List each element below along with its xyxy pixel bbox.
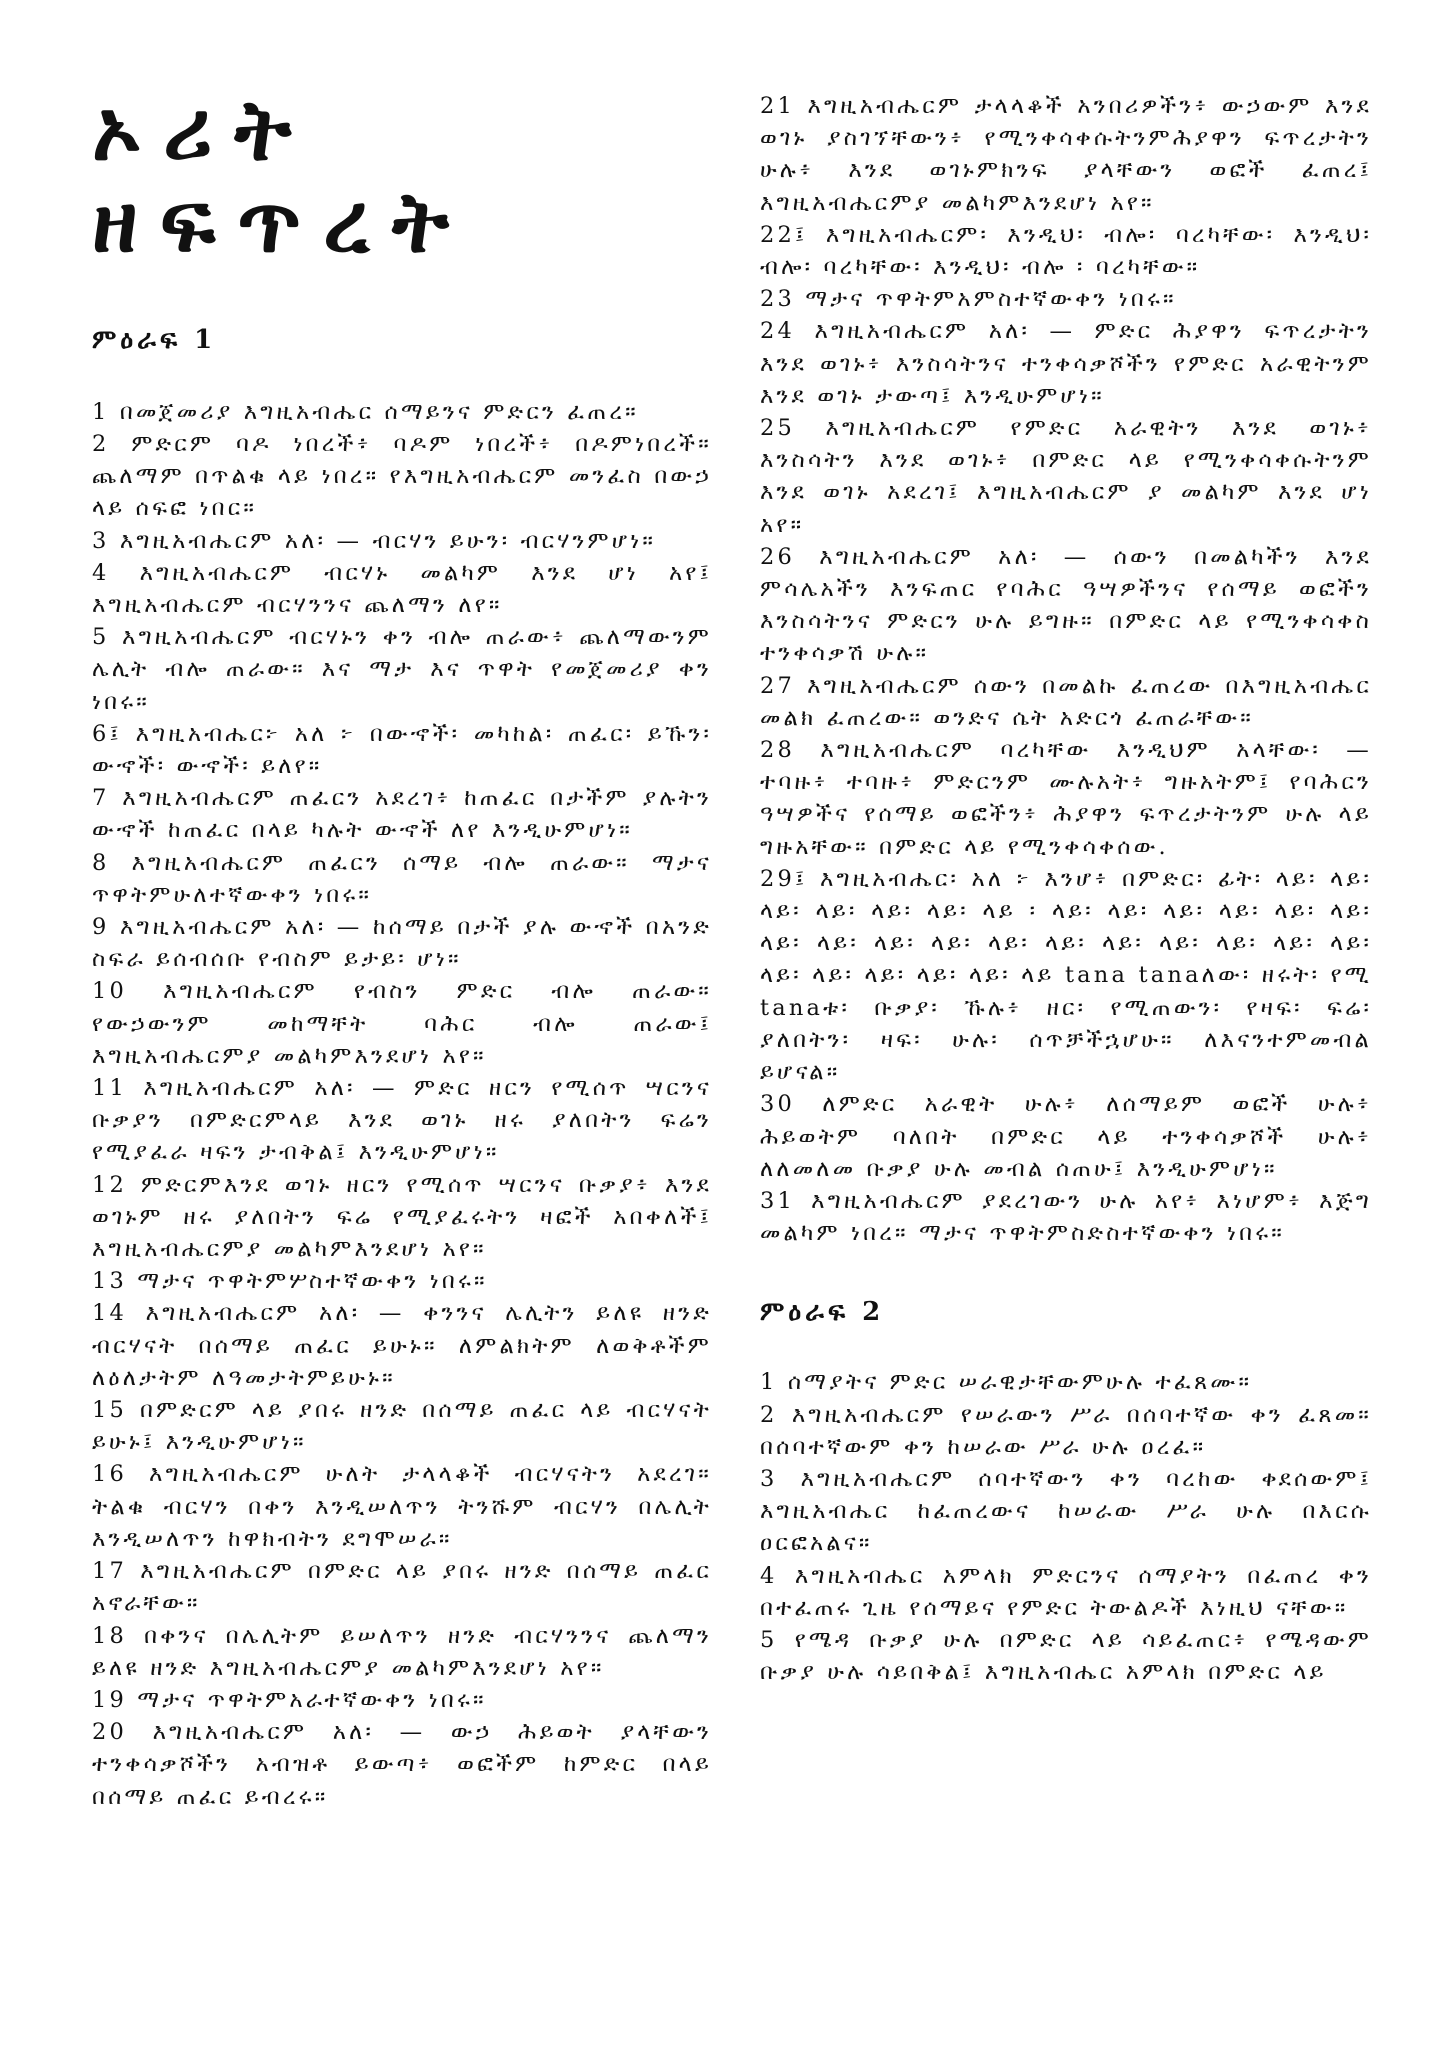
verse-20: 20 እግዚአብሔርም አለ፡ — ውኃ ሕይወት ያላቸውን ተንቀሳቃሾችን አብዝቶ ይውጣ፥ ወፎችም ከምድር በላይ በሰማይ ጠፈር ይብረሩ።	[92, 1719, 712, 1810]
verse-24: 24 እግዚአብሔርም አለ፡ — ምድር ሕያዋን ፍጥረታትን እንደ ወገኑ፥ እንስሳትንና ተንቀሳቃሾችን የምድር አራዊትንም እንደ ወገኑ ታውጣ፤ እንዲሁምሆነ።	[760, 318, 1372, 409]
right-column	[760, 0, 1372, 1688]
verse-6: 6፤ እግዚአብሔር፦ አለ ፦ በውኆች፡ መካከል፡ ጠፈር፡ ይኹን፡ ውኆች፡ ውኆች፡ ይለየ።	[92, 720, 712, 780]
verse-17: 17 እግዚአብሔርም በምድር ላይ ያበሩ ዘንድ በሰማይ ጠፈር አኖራቸው።	[92, 1558, 712, 1617]
verse-4: 4 እግዚአብሔርም ብርሃኑ መልካም እንደ ሆነ አየ፤ እግዚአብሔርም ብርሃንንና ጨለማን ለየ።	[92, 559, 712, 618]
verse-25: 25 እግዚአብሔርም የምድር አራዊትን እንደ ወገኑ፥ እንስሳትን እንደ ወገኑ፥ በምድር ላይ የሚንቀሳቀሱትንም እንደ ወገኑ አደረገ፤ እግዚአብሔርም ያ መልካም እንደ ሆነ አየ።	[760, 415, 1372, 538]
verse-16: 16 እግዚአብሔርም ሁለት ታላላቆች ብርሃናትን አደረገ። ትልቁ ብርሃን በቀን እንዲሠለጥን ትንሹም ብርሃን በሌሊት እንዲሠለጥን ከዋክብትን ደግሞሠራ።	[92, 1461, 712, 1552]
verse-12: 12 ምድርምእንደ ወገኑ ዘርን የሚሰጥ ሣርንና ቡቃያ፥ እንደ ወገኑም ዘሩ ያለበትን ፍሬ የሚያፈሩትን ዛፎች አበቀለች፤ እግዚአብሔርምያ መልካምእንደሆነ አየ።	[92, 1171, 712, 1263]
verse-19: 19 ማታና ጥዋትምአራተኛውቀን ነበሩ።	[92, 1686, 487, 1713]
verse-9: 9 እግዚአብሔርም አለ፡ — ከሰማይ በታች ያሉ ውኆች በአንድ ስፍራ ይሰብሰቡ የብስም ይታይ፡ ሆነ።	[92, 914, 712, 973]
verse-18: 18 በቀንና በሌሊትም ይሠለጥን ዘንድ ብርሃንንና ጨለማን ይለዩ ዘንድ እግዚአብሔርምያ መልካምእንደሆነ አየ።	[92, 1622, 712, 1681]
verse-22: 22፤ እግዚአብሔርም፡ እንዲህ፡ ብሎ፡ ባረካቸው፡ እንዲህ፡ ብሎ፡ ባረካቸው፡ እንዲህ፡ ብሎ ፡ ባረካቸው።	[760, 221, 1372, 281]
left-column	[92, 0, 712, 1813]
chapter-1-heading: ምዕራፍ 1	[92, 324, 217, 355]
chapter-2-heading: ምዕራፍ 2	[760, 1297, 885, 1328]
verse-1: 1 በመጀመሪያ እግዚአብሔር ሰማይንና ምድርን ፈጠረ።	[92, 398, 639, 425]
chapter-1-verses-left	[92, 396, 712, 1813]
verse-14: 14 እግዚአብሔርም አለ፡ — ቀንንና ሌሊትን ይለዩ ዘንድ ብርሃናት በሰማይ ጠፈር ይሁኑ። ለምልክትም ለወቅቶችም ለዕለታትም ለዓመታትምይሁኑ።	[92, 1300, 712, 1391]
verse-26: 26 እግዚአብሔርም አለ፡ — ሰውን በመልካችን እንደ ምሳሌአችን እንፍጠር የባሕር ዓሣዎችንና የሰማይ ወፎችን እንስሳትንና ምድርን ሁሉ ይግዙ። በምድር ላይ የሚንቀሳቀስ ተንቀሳቃሽ ሁሉ።	[760, 543, 1372, 667]
chapter-1-verses-right	[760, 90, 1372, 1249]
ch2-verse-2: 2 እግዚአብሔርም የሠራውን ሥራ በሰባተኛው ቀን ፈጸመ። በሰባተኛውም ቀን ከሠራው ሥራ ሁሉ ዐረፈ።	[760, 1401, 1372, 1460]
chapter-2-verses	[760, 1366, 1372, 1688]
verse-23: 23 ማታና ጥዋትምአምስተኛውቀን ነበሩ።	[760, 286, 1177, 313]
verse-28: 28 እግዚአብሔርም ባረካቸው እንዲህም አላቸው፡ — ተባዙ፥ ተባዙ፥ ምድርንም ሙሉአት፥ ግዙአትም፤ የባሕርን ዓሣዎችና የሰማይ ወፎችን፥ ሕያዋን ፍጥረታትንም ሁሉ ላይ ግዙአቸው። በምድር ላይ የሚንቀሳቀሰው.	[760, 737, 1372, 860]
verse-10: 10 እግዚአብሔርም የብስን ምድር ብሎ ጠራው። የውኃውንም መከማቸት ባሕር ብሎ ጠራው፤ እግዚአብሔርምያ መልካምእንደሆነ አየ።	[92, 978, 712, 1069]
verse-5: 5 እግዚአብሔርም ብርሃኑን ቀን ብሎ ጠራው፥ ጨለማውንም ሌሊት ብሎ ጠራው። እና ማታ እና ጥዋት የመጀመሪያ ቀን ነበሩ።	[92, 624, 712, 715]
verse-3: 3 እግዚአብሔርም አለ፡ — ብርሃን ይሁን፡ ብርሃንምሆነ።	[92, 527, 657, 554]
ch2-verse-4: 4 እግዚአብሔር አምላክ ምድርንና ሰማያትን በፈጠረ ቀን በተፈጠሩ ጊዜ የሰማይና የምድር ትውልዶች እነዚህ ናቸው።	[760, 1562, 1372, 1621]
ch2-verse-1: 1 ሰማያትና ምድር ሠራዊታቸውምሁሉ ተፈጸሙ።	[760, 1369, 1253, 1396]
ch2-verse-5: 5 የሜዳ ቡቃያ ሁሉ በምድር ላይ ሳይፈጠር፥ የሜዳውም ቡቃያ ሁሉ ሳይበቅል፤ እግዚአብሔር አምላክ በምድር ላይ	[760, 1626, 1372, 1686]
verse-7: 7 እግዚአብሔርም ጠፈርን አደረገ፥ ከጠፈር በታችም ያሉትን ውኆች ከጠፈር በላይ ካሉት ውኆች ለየ እንዲሁምሆነ።	[92, 785, 712, 844]
verse-2: 2 ምድርም ባዶ ነበረች፥ ባዶም ነበረች፥ በዶምነበረች። ጨለማም በጥልቁ ላይ ነበረ። የእግዚአብሔርም መንፈስ በውኃ ላይ ሰፍፎ ነበር።	[92, 430, 712, 522]
verse-13: 13 ማታና ጥዋትምሦስተኛውቀን ነበሩ።	[92, 1268, 488, 1295]
verse-8: 8 እግዚአብሔርም ጠፈርን ሰማይ ብሎ ጠራው። ማታና ጥዋትምሁለተኛውቀን ነበሩ።	[92, 849, 712, 908]
verse-30: 30 ለምድር አራዊት ሁሉ፥ ለሰማይም ወፎች ሁሉ፥ ሕይወትም ባለበት በምድር ላይ ተንቀሳቃሾች ሁሉ፥ ለለመለመ ቡቃያ ሁሉ መብል ሰጠሁ፤ እንዲሁምሆነ።	[760, 1091, 1372, 1182]
verse-15: 15 በምድርም ላይ ያበሩ ዘንድ በሰማይ ጠፈር ላይ ብርሃናት ይሁኑ፤ እንዲሁምሆነ።	[92, 1397, 712, 1456]
verse-11: 11 እግዚአብሔርም አለ፡ — ምድር ዘርን የሚሰጥ ሣርንና ቡቃያን በምድርምላይ እንደ ወገኑ ዘሩ ያለበትን ፍሬን የሚያፈራ ዛፍን ታብቅል፤ እንዲሁምሆነ።	[92, 1075, 712, 1166]
book-title: ኦሪት ዘፍጥረት	[92, 80, 471, 272]
verse-31: 31 እግዚአብሔርም ያደረገውን ሁሉ አየ፥ እነሆም፥ እጅግ መልካም ነበረ። ማታና ጥዋትምስድስተኛውቀን ነበሩ።	[760, 1187, 1372, 1247]
verse-27: 27 እግዚአብሔርም ሰውን በመልኩ ፈጠረው በእግዚአብሔር መልክ ፈጠረው። ወንድና ሴት አድርጎ ፈጠራቸው።	[760, 672, 1372, 731]
ch2-verse-3: 3 እግዚአብሔርም ሰባተኛውን ቀን ባረከው ቀደሰውም፤ እግዚአብሔር ከፈጠረውና ከሠራው ሥራ ሁሉ በእርሱ ዐርፎአልና።	[760, 1465, 1372, 1557]
verse-29: 29፤ እግዚአብሔር፡ አለ ፦ እንሆ፥ በምድር፡ ፊት፡ ላይ፡ ላይ፡ ላይ፡ ላይ፡ ላይ፡ ላይ፡ ላይ ፡ ላይ፡ ላይ፡ ላይ፡ ላይ፡ ላይ፡ ላይ፡ ላይ፡ ላይ፡ ላይ፡ ላይ፡ ላይ፡ ላይ፡ ላይ፡ ላይ፡ ላይ፡ ላይ፡ ላይ፡ ላይ፡ ላይ፡ ላይ፡ ላይ፡ ላይ፡ ላይ tana tanaለው፡ ዘሩት፡ የሚ tanaቱ፡ ቡቃያ፡ ኹሉ፥ ዘር፡ የሚጠውን፡ የዛፍ፡ ፍሬ፡ ያለበትን፡ ዛፍ፡ ሁሉ፡ ሰጥቻችኋሆሁ። ለእናንተምመብል ይሆናል።	[760, 865, 1372, 1086]
verse-21: 21 እግዚአብሔርም ታላላቆች አንበሪዎችን፥ ውኃውም እንደ ወገኑ ያስገኘቸውን፥ የሚንቀሳቀሱትንምሕያዋን ፍጥረታትን ሁሉ፥ እንደ ወገኑምክንፍ ያላቸውን ወፎች ፈጠረ፤ እግዚአብሔርምያ መልካምእንደሆነ አየ።	[760, 93, 1372, 216]
